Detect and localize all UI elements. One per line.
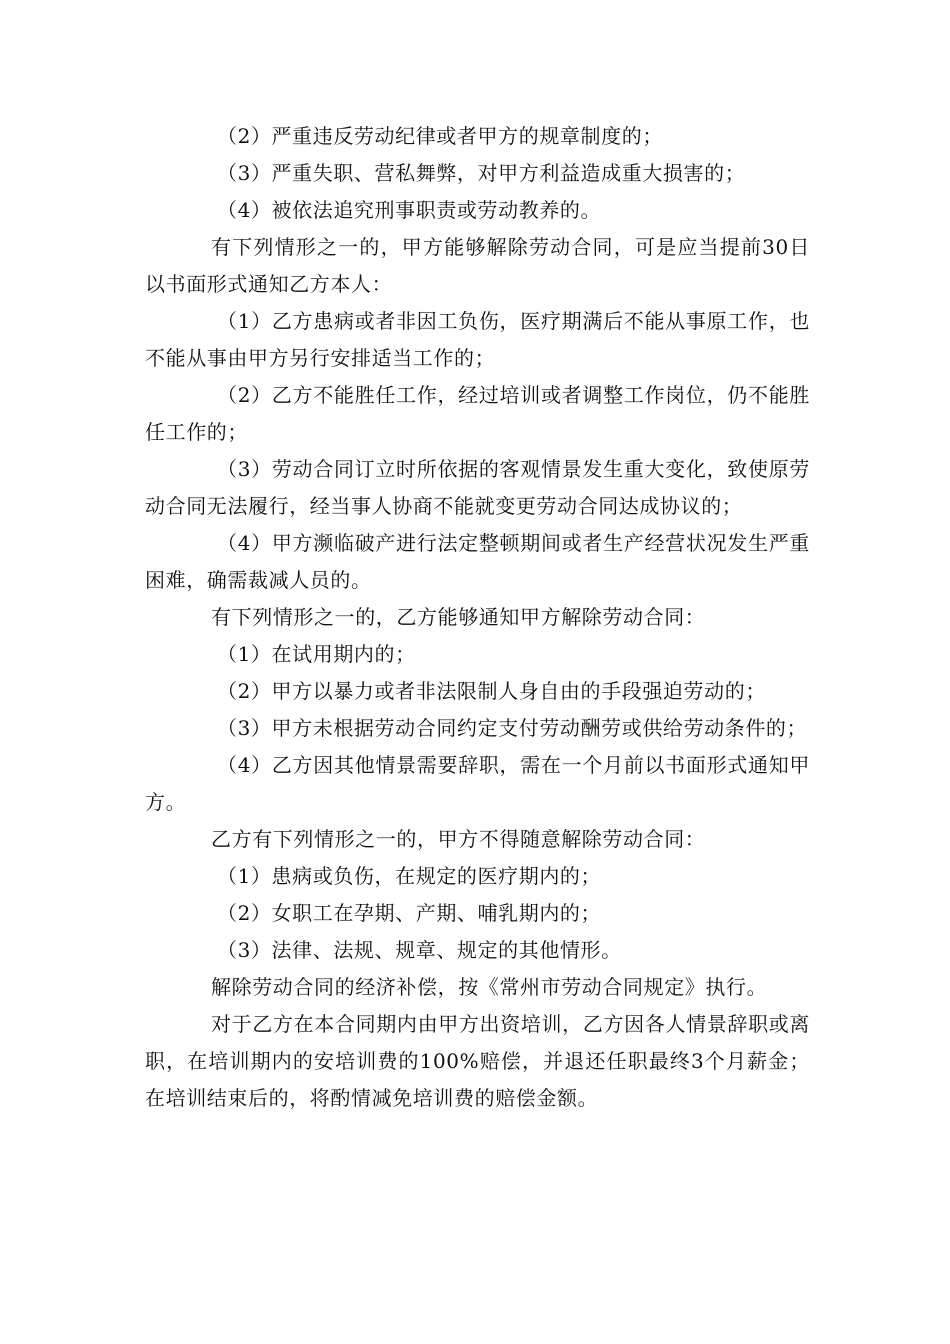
paragraph-clause-compensation: 解除劳动合同的经济补偿，按《常州市劳动合同规定》执行。 — [211, 975, 768, 999]
paragraph-item-2-incompetent: （2）乙方不能胜任工作，经过培训或者调整工作岗位，仍不能胜任工作的； — [145, 383, 810, 444]
paragraph-item-2-violation: （2）严重违反劳动纪律或者甲方的规章制度的； — [217, 124, 663, 148]
paragraph-item-2-maternity: （2）女职工在孕期、产期、哺乳期内的； — [217, 901, 602, 925]
paragraph-clause-employer-notice: 有下列情形之一的，甲方能够解除劳动合同，可是应当提前30日以书面形式通知乙方本人： — [145, 235, 810, 296]
paragraph-item-4-resign: （4）乙方因其他情景需要辞职，需在一个月前以书面形式通知甲方。 — [145, 753, 810, 814]
paragraph-item-2-forced-labor: （2）甲方以暴力或者非法限制人身自由的手段强迫劳动的； — [217, 679, 766, 703]
paragraph-item-3-circumstance-change: （3）劳动合同订立时所依据的客观情景发生重大变化，致使原劳动合同无法履行，经当事人协商不能就变更劳动合同达成协议的； — [145, 457, 810, 518]
paragraph-clause-no-termination: 乙方有下列情形之一的，甲方不得随意解除劳动合同： — [211, 827, 706, 851]
document-body — [145, 118, 810, 1117]
paragraph-clause-training: 对于乙方在本合同期内由甲方出资培训，乙方因各人情景辞职或离职，在培训期内的安培训费的100%赔偿，并退还任职最终3个月薪金；在培训结束后的，将酌情减免培训费的赔偿金额。 — [145, 1012, 810, 1110]
paragraph-item-4-criminal: （4）被依法追究刑事职责或劳动教养的。 — [217, 198, 602, 222]
paragraph-item-1-probation: （1）在试用期内的； — [217, 642, 416, 666]
paragraph-item-4-layoff: （4）甲方濒临破产进行法定整顿期间或者生产经营状况发生严重困难，确需裁减人员的。 — [145, 531, 810, 592]
paragraph-item-3-other: （3）法律、法规、规章、规定的其他情形。 — [217, 938, 622, 962]
paragraph-item-1-illness: （1）乙方患病或者非因工负伤，医疗期满后不能从事原工作，也不能从事由甲方另行安排适当工作的； — [145, 309, 810, 370]
paragraph-clause-employee-notice: 有下列情形之一的，乙方能够通知甲方解除劳动合同： — [211, 605, 706, 629]
paragraph-item-3-misconduct: （3）严重失职、营私舞弊，对甲方利益造成重大损害的； — [217, 161, 746, 185]
paragraph-item-1-medical: （1）患病或负伤，在规定的医疗期内的； — [217, 864, 602, 888]
paragraph-item-3-unpaid: （3）甲方未根据劳动合同约定支付劳动酬劳或供给劳动条件的； — [217, 716, 808, 740]
